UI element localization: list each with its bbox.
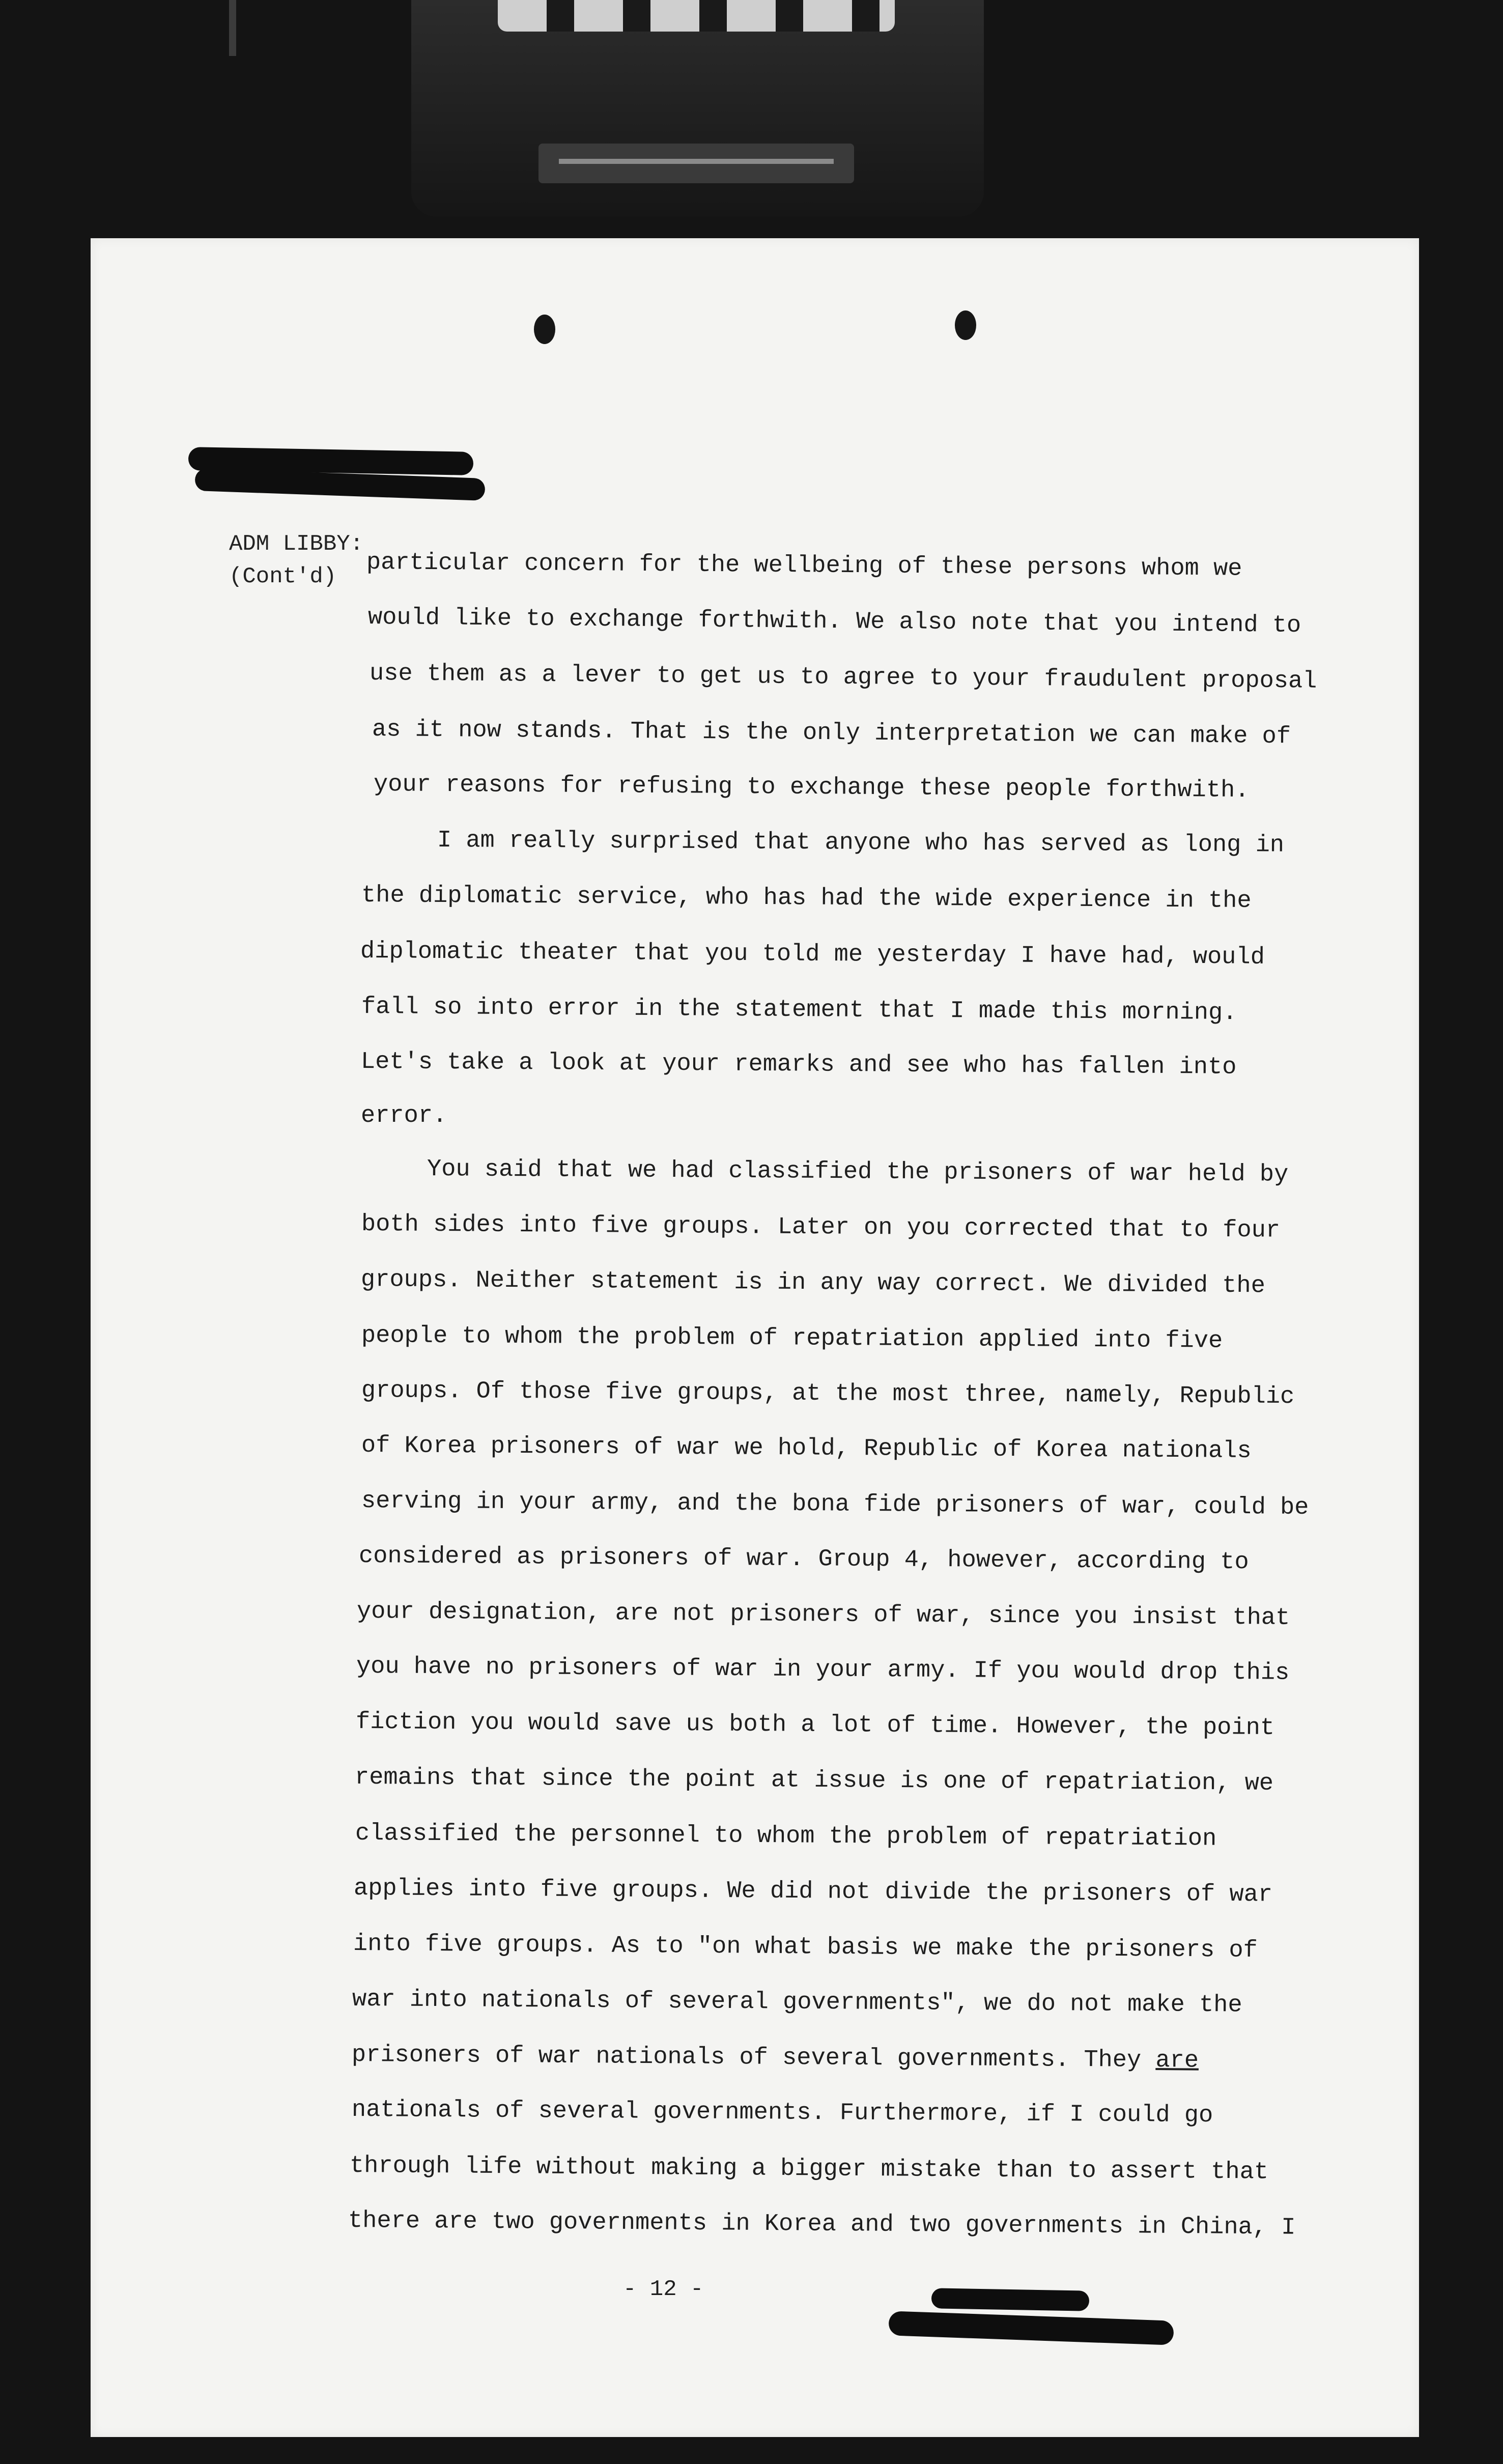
- text-line: fall so into error in the statement that I made this morning.: [361, 994, 1237, 1027]
- text-line: into five groups. As to "on what basis we make the prisoners of: [353, 1931, 1258, 1965]
- speaker-continued: (Cont'd): [229, 564, 337, 589]
- punch-hole-right: [955, 310, 976, 340]
- text-line: as it now stands. That is the only interpretation we can make of: [372, 716, 1291, 751]
- page-number: - 12 -: [623, 2277, 704, 2302]
- device-plate: [538, 144, 854, 183]
- text-line: remains that since the point at issue is one of repatriation, we: [354, 1764, 1274, 1797]
- device-cable: [229, 0, 236, 56]
- text-line: classified the personnel to whom the problem of repatriation: [355, 1820, 1217, 1853]
- text-line: there are two governments in Korea and two governments in China, I: [348, 2207, 1296, 2242]
- text-line: use them as a lever to get us to agree to your fraudulent proposal: [369, 660, 1317, 695]
- text-line: would like to exchange forthwith. We also note that you intend to: [367, 604, 1301, 639]
- text-line: nationals of several governments. Furthermore, if I could go: [351, 2097, 1213, 2130]
- text-line: considered as prisoners of war. Group 4, however, according to: [358, 1543, 1249, 1576]
- text-line: groups. Of those five groups, at the most three, namely, Republic: [361, 1377, 1295, 1411]
- text-line: prisoners of war nationals of several governments. They are: [351, 2042, 1199, 2075]
- speaker-label: [229, 528, 363, 593]
- text-line: You said that we had classified the prisoners of war held by: [427, 1156, 1289, 1188]
- text-line: your reasons for refusing to exchange these people forthwith.: [373, 771, 1250, 805]
- text-line: serving in your army, and the bona fide prisoners of war, could be: [361, 1488, 1309, 1521]
- text-line: groups. Neither statement is in any way correct. We divided the: [360, 1266, 1266, 1300]
- speaker-name: ADM LIBBY:: [229, 531, 364, 557]
- text-line: both sides into five groups. Later on you corrected that to four: [361, 1211, 1281, 1244]
- text-line: you have no prisoners of war in your army. If you would drop this: [356, 1653, 1290, 1687]
- redaction-mark-bottom: [931, 2288, 1090, 2311]
- text-line: applies into five groups. We did not divide the prisoners of war: [353, 1875, 1273, 1909]
- text-line: particular concern for the wellbeing of these persons whom we: [366, 549, 1242, 583]
- text-line: the diplomatic service, who has had the wide experience in the: [361, 882, 1252, 915]
- emphasis-underline: are: [1155, 2047, 1199, 2075]
- document-page: [91, 238, 1419, 2437]
- text-line: Let's take a look at your remarks and see who has fallen into: [360, 1049, 1237, 1081]
- text-line: people to whom the problem of repatriation applied into five: [361, 1322, 1223, 1355]
- text-line: war into nationals of several governments", we do not make the: [352, 1986, 1242, 2019]
- text-line: fiction you would save us both a lot of time. However, the point: [355, 1709, 1275, 1742]
- film-reader-device: [411, 0, 984, 216]
- redaction-mark-bottom-lower: [888, 2311, 1174, 2345]
- text-line: of Korea prisoners of war we hold, Republic of Korea nationals: [361, 1432, 1252, 1465]
- text-line: I am really surprised that anyone who has served as long in: [437, 827, 1285, 859]
- text-line: error.: [361, 1102, 447, 1129]
- punch-hole-left: [534, 315, 555, 344]
- text-line: diplomatic theater that you told me yesterday I have had, would: [360, 938, 1265, 971]
- text-line: through life without making a bigger mistake than to assert that: [349, 2153, 1269, 2186]
- text-line: your designation, are not prisoners of war, since you insist that: [356, 1598, 1290, 1632]
- counter-wheels: [498, 0, 895, 32]
